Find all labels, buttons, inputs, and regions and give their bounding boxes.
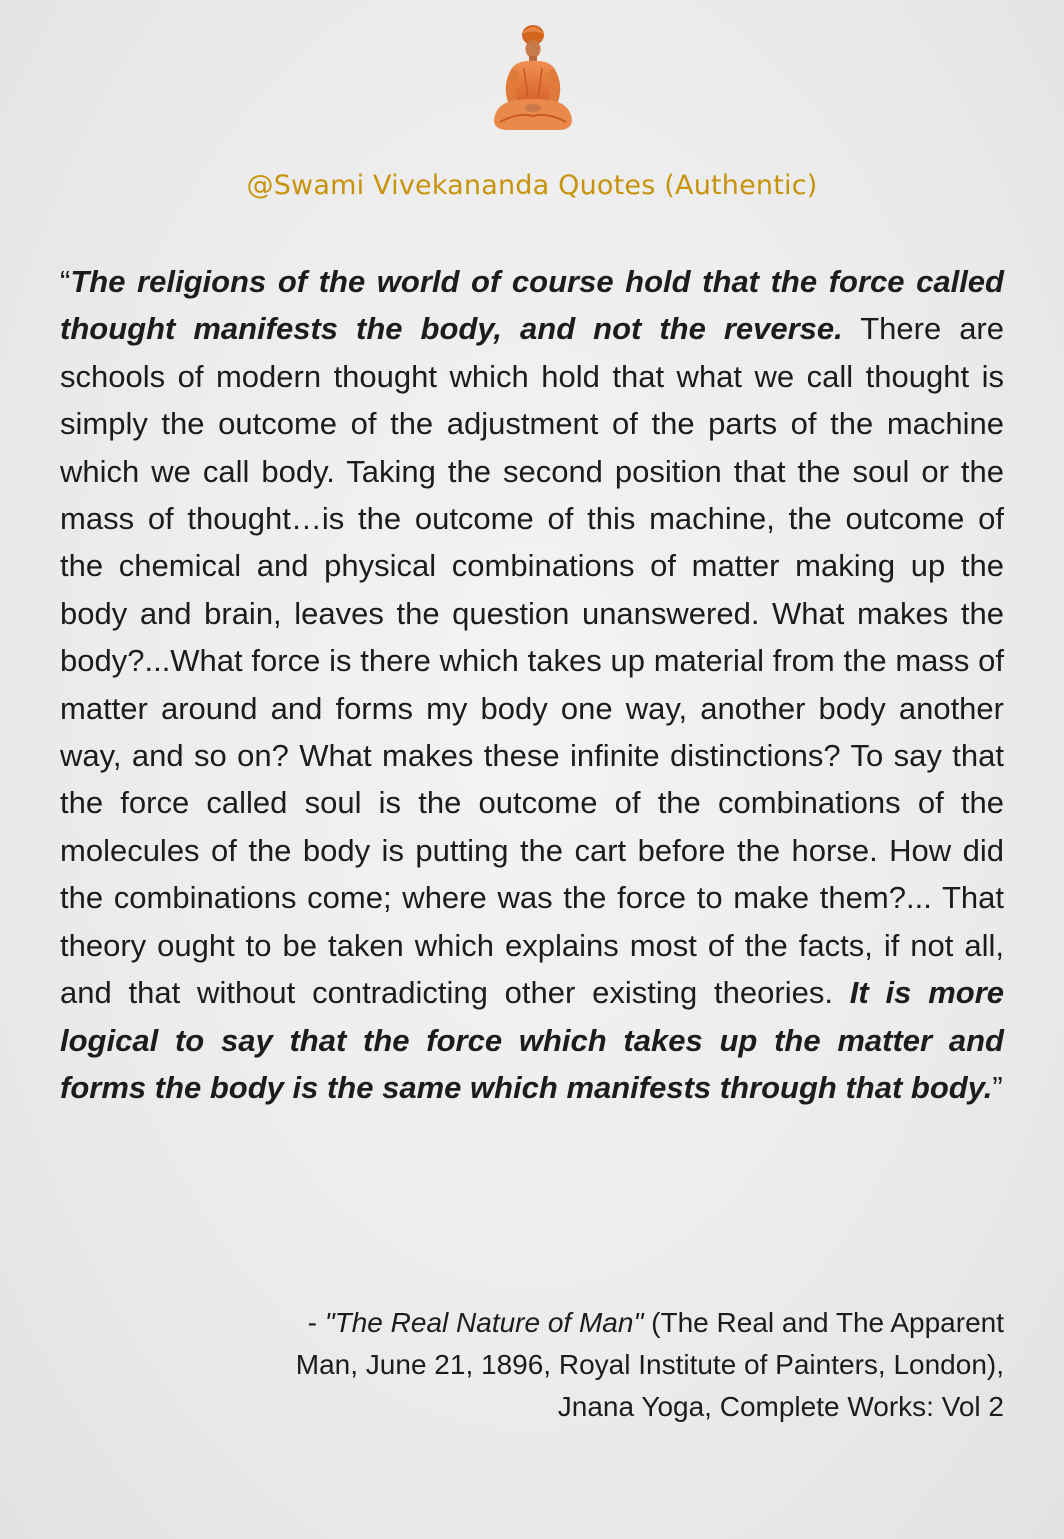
quote-source [144,1302,1004,1428]
source-line-2: Man, June 21, 1896, Royal Institute of Painters, London), [295,1349,1004,1380]
quote-body: There are schools of modern thought which hold that what we call thought is simply the outcome of the adjustment of the parts of the machine which we call body. Taking the second position that the soul or the mass of thought…is the outcome of this machine, the outcome of the chemical and physical combinations of matter making up the body and brain, leaves the question unanswered. What makes the body?...What force is there which takes up material from the mass of matter around and forms my body one way, another body another way, and so on? What makes these infinite distinctions? To say that the force called soul is the outcome of the combinations of the molecules of the body is putting the cart before the horse. How did the combinations come; where was the force to make them?... That theory ought to be taken which explains most of the facts, if not all, and that without contradicting other existing theories. [60,311,1004,1011]
quote-emphasis-opening: The religions of the world of course hold that the force called thought manifests the body, and not the reverse. [60,264,1004,347]
quote-text [60,258,1004,1111]
source-line-1-rest: (The Real and The Apparent [643,1307,1004,1338]
source-line-1 [144,1302,1004,1344]
quote-open-mark: “ [60,264,71,299]
source-title: "The Real Nature of Man" [324,1307,644,1338]
page-handle: @Swami Vivekananda Quotes (Authentic) [246,170,818,201]
quote-close-mark: ” [992,1069,1003,1105]
quote-emphasis-closing: It is more logical to say that the force which takes up the matter and forms the body is the same which manifests through that body. [60,975,1005,1105]
source-prefix: - [307,1307,325,1338]
source-line-3: Jnana Yoga, Complete Works: Vol 2 [557,1391,1004,1422]
seated-monk-figure-icon [488,22,578,134]
